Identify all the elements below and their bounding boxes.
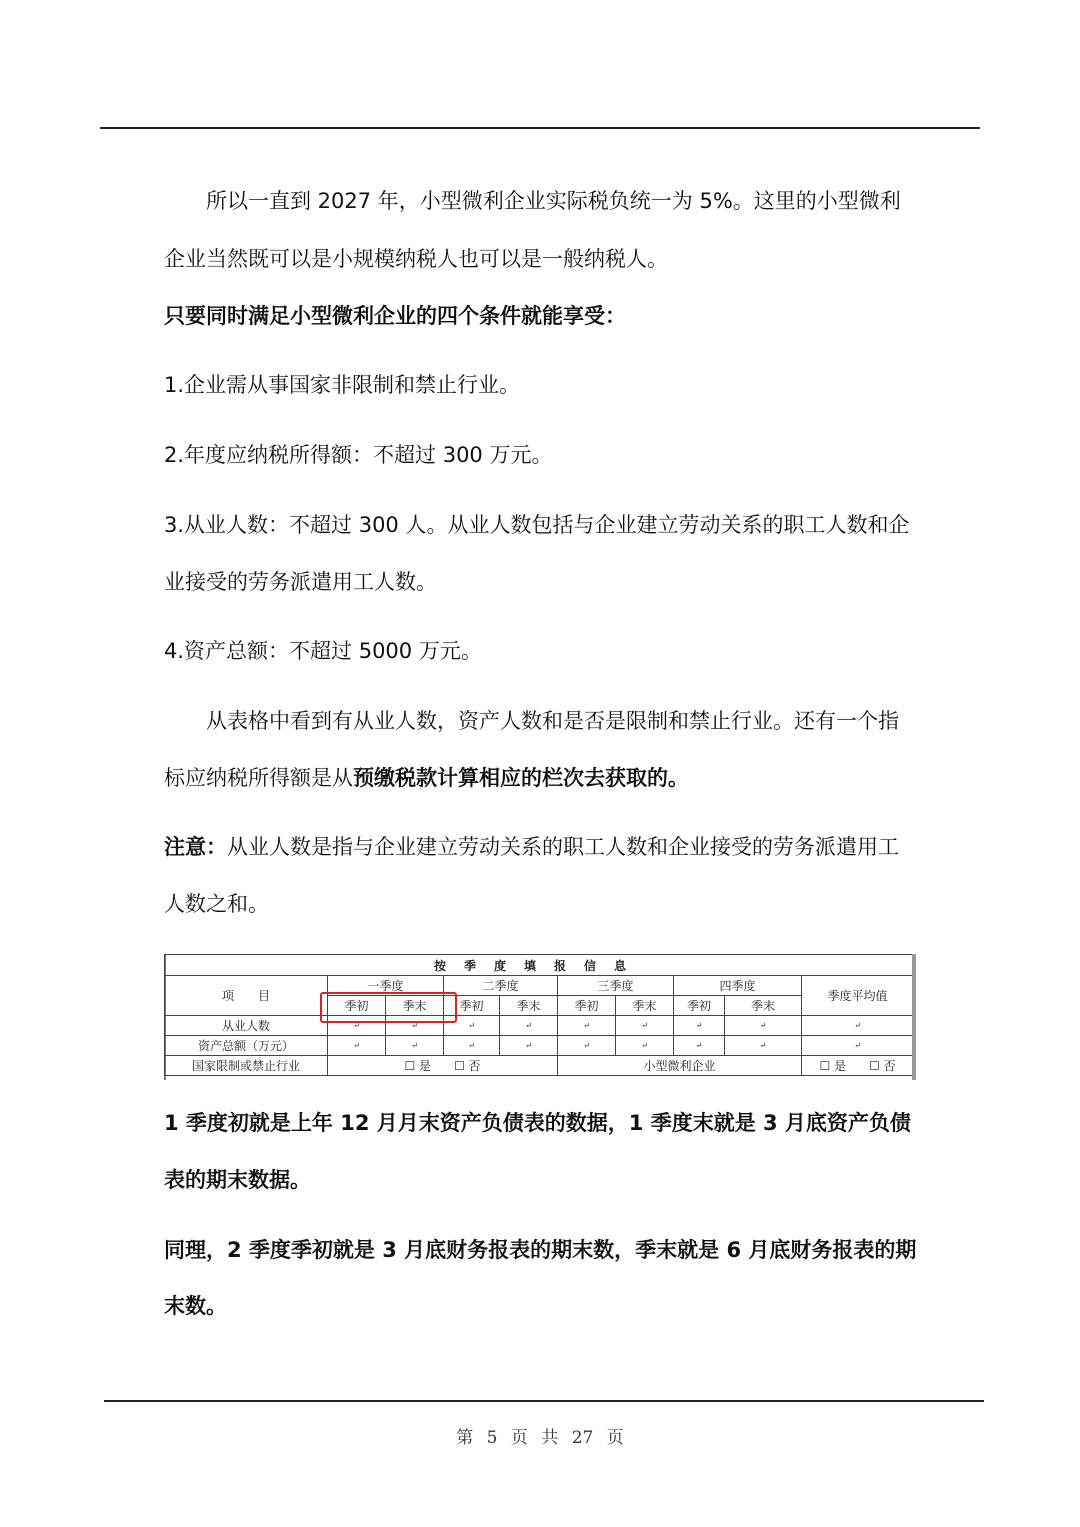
quarter-2-header: 二季度	[444, 976, 558, 996]
cell: ↵	[616, 1016, 674, 1036]
q2-start: 季初	[444, 996, 500, 1016]
footer-rule	[104, 1400, 984, 1402]
cell: ↵	[802, 1036, 914, 1056]
note-line-2: 人数之和。	[164, 892, 269, 916]
cell: ↵	[500, 1036, 558, 1056]
cell: ↵	[616, 1036, 674, 1056]
quarter-1-header: 一季度	[328, 976, 444, 996]
condition-3-line-1: 3.从业人数：不超过 300 人。从业人数包括与企业建立劳动关系的职工人数和企	[164, 513, 910, 537]
condition-3-line-2: 业接受的劳务派遣用工人数。	[164, 570, 437, 594]
cell: ↵	[802, 1016, 914, 1036]
paragraph-2-line-2: 标应纳税所得额是从预缴税款计算相应的栏次去获取的。	[164, 766, 689, 790]
table-title: 按季度填报信息	[165, 955, 914, 976]
cell: ↵	[328, 1016, 386, 1036]
cell: ↵	[674, 1036, 725, 1056]
quarter-3-header: 三季度	[558, 976, 674, 996]
cell: ↵	[558, 1036, 616, 1056]
checkbox-icon: ☐	[819, 1059, 831, 1073]
cell: ↵	[328, 1036, 386, 1056]
row-label-total-assets: 资产总额（万元）	[165, 1036, 328, 1056]
quarter-average-header: 季度平均值	[802, 976, 914, 1016]
option-yes: 是	[834, 1059, 847, 1073]
row-label-restricted-industry: 国家限制或禁止行业	[165, 1056, 328, 1076]
cell: ↵	[674, 1016, 725, 1036]
quarterly-info-table-image	[164, 946, 916, 1080]
option-no: 否	[883, 1059, 896, 1073]
q3-end: 季末	[616, 996, 674, 1016]
paragraph-1-line-1: 所以一直到 2027 年，小型微利企业实际税负统一为 5%。这里的小型微利	[206, 189, 901, 213]
explanation-1-line-1: 1 季度初就是上年 12 月月末资产负债表的数据，1 季度末就是 3 月底资产负债	[164, 1111, 911, 1135]
note-label: 注意：	[164, 835, 227, 859]
q2-end: 季末	[500, 996, 558, 1016]
small-micro-label: 小型微利企业	[558, 1056, 802, 1076]
q1-end: 季末	[386, 996, 444, 1016]
cell: ↵	[558, 1016, 616, 1036]
page-number: 第 5 页 共 27 页	[456, 1428, 624, 1448]
condition-1: 1.企业需从事国家非限制和禁止行业。	[164, 373, 521, 397]
option-yes: 是	[419, 1059, 432, 1073]
paragraph-2-line-1: 从表格中看到有从业人数，资产人数和是否是限制和禁止行业。还有一个指	[206, 709, 899, 733]
cell: ↵	[500, 1016, 558, 1036]
condition-2: 2.年度应纳税所得额：不超过 300 万元。	[164, 443, 553, 467]
q3-start: 季初	[558, 996, 616, 1016]
paragraph-1-line-2: 企业当然既可以是小规模纳税人也可以是一般纳税人。	[164, 247, 668, 271]
cell: ↵	[386, 1016, 444, 1036]
small-micro-options	[802, 1056, 914, 1076]
restricted-industry-options	[328, 1056, 558, 1076]
checkbox-icon: ☐	[868, 1059, 880, 1073]
explanation-2-line-1: 同理，2 季度季初就是 3 月底财务报表的期末数，季末就是 6 月底财务报表的期	[164, 1238, 917, 1262]
q1-highlight-box	[320, 992, 457, 1023]
note-line-1: 注意：从业人数是指与企业建立劳动关系的职工人数和企业接受的劳务派遣用工	[164, 835, 899, 859]
checkbox-icon: ☐	[404, 1059, 416, 1073]
condition-4: 4.资产总额：不超过 5000 万元。	[164, 639, 482, 663]
cell: ↵	[386, 1036, 444, 1056]
quarterly-info-table	[164, 954, 914, 1076]
q4-start: 季初	[674, 996, 725, 1016]
cell: ↵	[725, 1016, 802, 1036]
cell: ↵	[725, 1036, 802, 1056]
header-rule	[100, 127, 980, 129]
cell: ↵	[444, 1016, 500, 1036]
quarter-4-header: 四季度	[674, 976, 802, 996]
cell: ↵	[444, 1036, 500, 1056]
checkbox-icon: ☐	[453, 1059, 465, 1073]
explanation-2-line-2: 末数。	[164, 1294, 227, 1318]
explanation-1-line-2: 表的期末数据。	[164, 1168, 311, 1192]
q4-end: 季末	[725, 996, 802, 1016]
item-header: 项 目	[165, 976, 328, 1016]
conditions-heading: 只要同时满足小型微利企业的四个条件就能享受：	[164, 304, 626, 328]
row-label-employees: 从业人数	[165, 1016, 328, 1036]
option-no: 否	[468, 1059, 481, 1073]
q1-start: 季初	[328, 996, 386, 1016]
